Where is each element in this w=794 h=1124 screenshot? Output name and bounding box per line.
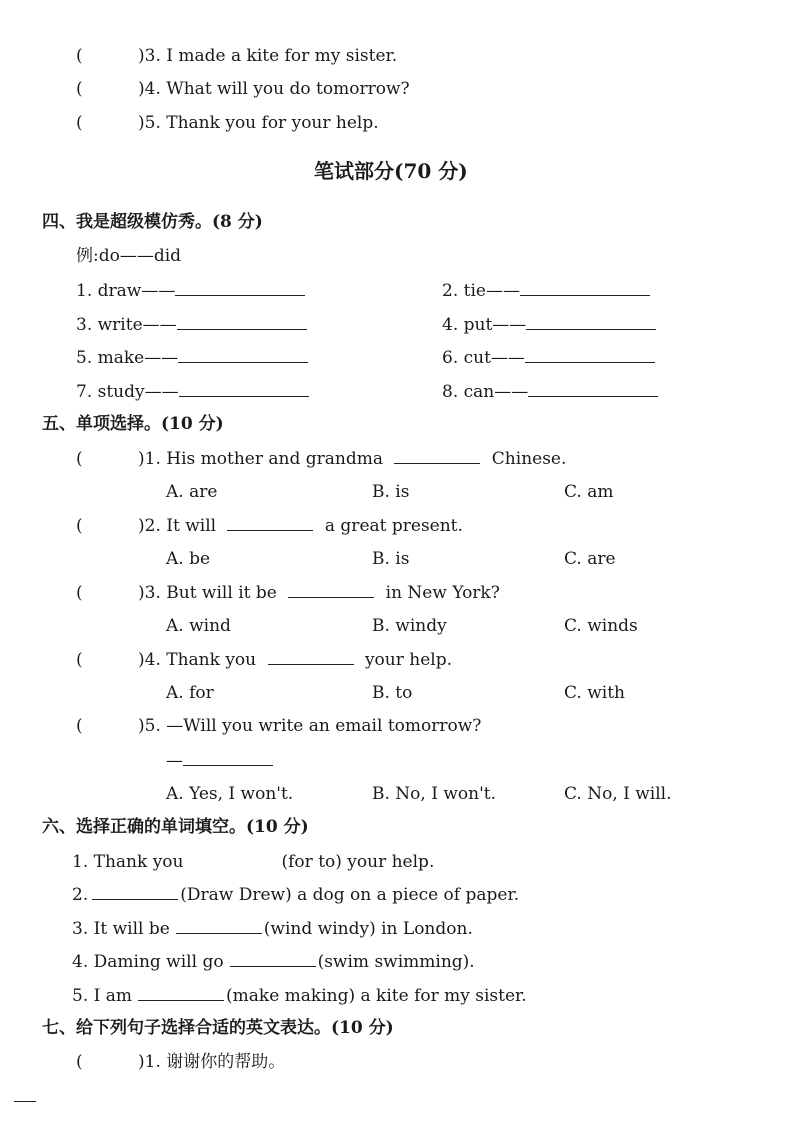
- s5-q2-option-c[interactable]: C. are: [564, 549, 616, 569]
- s5-q1-option-b[interactable]: B. is: [372, 482, 410, 502]
- answer-paren[interactable]: (: [76, 516, 83, 536]
- s5-question-1: ( )1. His mother and grandma Chinese.: [76, 449, 567, 469]
- s5-q3-option-a[interactable]: A. wind: [166, 616, 231, 636]
- s5-q5-reply-line: —: [166, 749, 273, 772]
- s6-item-4: 4. Daming will go (swim swimming).: [72, 952, 475, 972]
- s4-item-5: 5. make——: [76, 346, 308, 369]
- s7-item-1: ( )1. 谢谢你的帮助。: [76, 1052, 286, 1072]
- s6-item-1: 1. Thank you (for to) your help.: [72, 852, 435, 872]
- answer-blank[interactable]: [268, 648, 354, 665]
- s5-q5-option-c[interactable]: C. No, I will.: [564, 784, 672, 804]
- answer-paren[interactable]: (: [76, 583, 83, 603]
- answer-blank[interactable]: [528, 380, 658, 397]
- answer-blank[interactable]: [288, 581, 374, 598]
- answer-blank[interactable]: [92, 883, 178, 900]
- s6-item-5: 5. I am (make making) a kite for my sister.: [72, 986, 527, 1006]
- s5-q4-option-b[interactable]: B. to: [372, 683, 413, 703]
- answer-paren[interactable]: (: [76, 449, 83, 469]
- s5-question-2: ( )2. It will a great present.: [76, 516, 463, 536]
- s4-item-1: 1. draw——: [76, 279, 305, 302]
- answer-paren[interactable]: (: [76, 79, 83, 99]
- listening-item-3: ( )3. I made a kite for my sister.: [76, 46, 398, 66]
- question-text: 4. What will you do tomorrow?: [144, 79, 410, 99]
- s4-item-7: 7. study——: [76, 380, 309, 403]
- s5-question-3: ( )3. But will it be in New York?: [76, 583, 500, 603]
- answer-blank[interactable]: [175, 279, 305, 296]
- section-5-heading: 五、单项选择。(10 分): [42, 414, 224, 434]
- s5-q3-option-c[interactable]: C. winds: [564, 616, 638, 636]
- s5-question-5: ( )5. —Will you write an email tomorrow?: [76, 716, 482, 736]
- answer-blank[interactable]: [179, 380, 309, 397]
- answer-blank[interactable]: [190, 850, 276, 867]
- answer-paren[interactable]: (: [76, 1052, 83, 1072]
- s5-q3-option-b[interactable]: B. windy: [372, 616, 447, 636]
- answer-blank[interactable]: [178, 346, 308, 363]
- question-text: 3. I made a kite for my sister.: [144, 46, 398, 66]
- s4-item-6: 6. cut——: [442, 346, 655, 369]
- answer-blank[interactable]: [138, 984, 224, 1001]
- s4-item-2: 2. tie——: [442, 279, 650, 302]
- answer-blank[interactable]: [230, 950, 316, 967]
- s4-item-4: 4. put——: [442, 313, 656, 336]
- answer-paren[interactable]: (: [76, 650, 83, 670]
- written-section-title: 笔试部分(70 分): [314, 159, 468, 183]
- answer-blank[interactable]: [176, 917, 262, 934]
- page-edge-divider: [14, 1101, 36, 1102]
- s5-q5-option-a[interactable]: A. Yes, I won't.: [166, 784, 294, 804]
- section-7-heading: 七、给下列句子选择合适的英文表达。(10 分): [42, 1018, 394, 1038]
- s5-q4-option-a[interactable]: A. for: [166, 683, 214, 703]
- s6-item-2: 2. (Draw Drew) a dog on a piece of paper.: [72, 885, 520, 905]
- s5-q1-option-a[interactable]: A. are: [166, 482, 218, 502]
- s5-q2-option-b[interactable]: B. is: [372, 549, 410, 569]
- section-6-heading: 六、选择正确的单词填空。(10 分): [42, 817, 309, 837]
- section-4-example: 例:do——did: [76, 246, 182, 266]
- s4-item-3: 3. write——: [76, 313, 307, 336]
- s5-q2-option-a[interactable]: A. be: [166, 549, 211, 569]
- answer-blank[interactable]: [227, 514, 313, 531]
- s5-q5-option-b[interactable]: B. No, I won't.: [372, 784, 496, 804]
- s5-question-4: ( )4. Thank you your help.: [76, 650, 452, 670]
- answer-blank[interactable]: [394, 447, 480, 464]
- answer-blank[interactable]: [526, 313, 656, 330]
- s5-q1-option-c[interactable]: C. am: [564, 482, 614, 502]
- answer-blank[interactable]: [525, 346, 655, 363]
- answer-paren[interactable]: (: [76, 46, 83, 66]
- answer-paren[interactable]: (: [76, 716, 83, 736]
- section-4-heading: 四、我是超级模仿秀。(8 分): [42, 212, 263, 232]
- listening-item-4: ( )4. What will you do tomorrow?: [76, 79, 410, 99]
- listening-item-5: ( )5. Thank you for your help.: [76, 113, 379, 133]
- answer-blank[interactable]: [520, 279, 650, 296]
- answer-blank[interactable]: [177, 313, 307, 330]
- s5-q4-option-c[interactable]: C. with: [564, 683, 625, 703]
- s4-item-8: 8. can——: [442, 380, 658, 403]
- answer-blank[interactable]: [183, 749, 273, 766]
- answer-paren[interactable]: (: [76, 113, 83, 133]
- s6-item-3: 3. It will be (wind windy) in London.: [72, 919, 473, 939]
- question-text: 5. Thank you for your help.: [144, 113, 379, 133]
